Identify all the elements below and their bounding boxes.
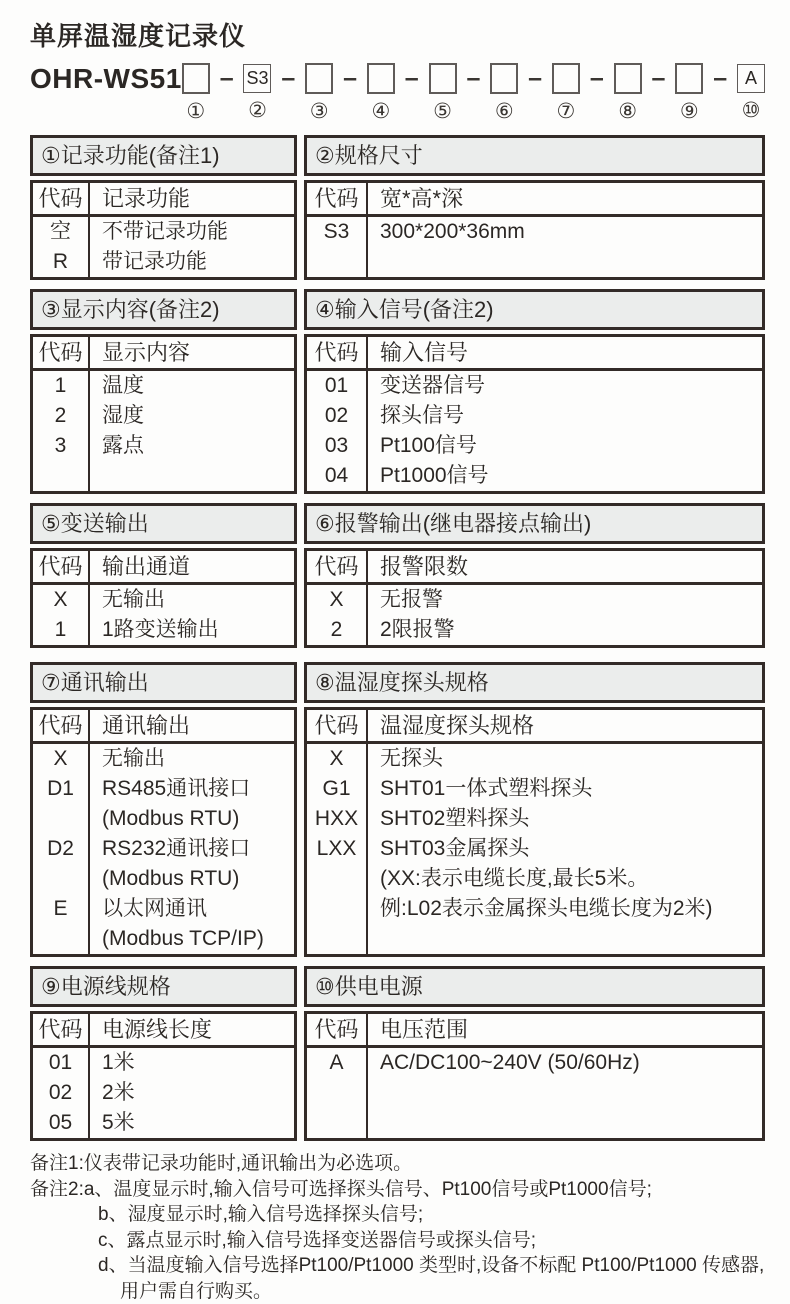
description-column-header: 电源线长度 [90, 1014, 294, 1048]
code-table [304, 180, 765, 280]
description-cell: (Modbus RTU) [90, 864, 294, 894]
model-slot-4 [367, 63, 395, 123]
footnotes [30, 1151, 765, 1304]
section-header: ⑨电源线规格 [30, 966, 297, 1007]
code-column-header: 代码 [307, 183, 366, 217]
description-cell: 无报警 [368, 585, 762, 615]
description-cell: 例:L02表示金属探头电缆长度为2米) [368, 894, 762, 924]
page-title: 单屏温湿度记录仪 [30, 16, 765, 53]
model-code-box-1 [182, 63, 210, 94]
subtable-display-content [30, 289, 297, 494]
description-column [368, 337, 762, 491]
note-line: 用户需自行购买。 [30, 1279, 765, 1304]
description-cell: 300*200*36mm [368, 217, 762, 247]
description-column-header: 报警限数 [368, 551, 762, 585]
model-slot-5 [429, 63, 457, 123]
description-column-header: 记录功能 [90, 183, 294, 217]
code-cell: 3 [33, 431, 88, 461]
description-cell: SHT03金属探头 [368, 834, 762, 864]
model-slot-2 [243, 63, 271, 122]
description-cell: SHT01一体式塑料探头 [368, 774, 762, 804]
dash-separator: – [333, 63, 367, 93]
code-cell: 02 [307, 401, 366, 431]
section-header: ⑩供电电源 [304, 966, 765, 1007]
code-cell: 2 [33, 401, 88, 431]
code-cell [307, 894, 366, 924]
dash-separator: – [703, 63, 737, 93]
code-cell: X [307, 585, 366, 615]
description-cell: 无探头 [368, 744, 762, 774]
description-cell: 探头信号 [368, 401, 762, 431]
model-slot-number-8: ⑧ [618, 101, 637, 123]
description-cell: (XX:表示电缆长度,最长5米。 [368, 864, 762, 894]
description-cell: Pt100信号 [368, 431, 762, 461]
code-table [304, 707, 765, 957]
description-column [368, 1014, 762, 1138]
description-cell: 以太网通讯 [90, 894, 294, 924]
table-group-5 [30, 966, 765, 1141]
subtable-record-function [30, 135, 297, 280]
code-table [30, 548, 297, 648]
description-column [368, 551, 762, 645]
section-header: ⑤变送输出 [30, 503, 297, 544]
model-slot-10 [737, 63, 765, 122]
code-column-header: 代码 [307, 710, 366, 744]
description-cell: 无输出 [90, 585, 294, 615]
description-column [90, 710, 294, 954]
table-group-2 [30, 289, 765, 494]
note-line: c、露点显示时,输入信号选择变送器信号或探头信号; [30, 1228, 765, 1254]
note-line: 备注1:仪表带记录功能时,通讯输出为必选项。 [30, 1151, 765, 1177]
code-column [307, 183, 368, 277]
model-code-box-2: S3 [243, 64, 271, 93]
table-group-1 [30, 135, 765, 280]
code-cell: 1 [33, 371, 88, 401]
model-slot-number-3: ③ [310, 101, 329, 123]
dash-separator: – [395, 63, 429, 93]
code-column [307, 551, 368, 645]
dash-separator: – [518, 63, 552, 93]
code-column [33, 337, 90, 491]
code-cell: 2 [307, 615, 366, 645]
code-column-header: 代码 [33, 551, 88, 585]
code-cell: 1 [33, 615, 88, 645]
code-column-header: 代码 [33, 710, 88, 744]
section-header: ①记录功能(备注1) [30, 135, 297, 176]
code-column [33, 1014, 90, 1138]
note-line: b、湿度显示时,输入信号选择探头信号; [30, 1202, 765, 1228]
model-slot-number-6: ⑥ [495, 101, 514, 123]
model-code-box-4 [367, 63, 395, 94]
code-cell [33, 864, 88, 894]
code-column-header: 代码 [33, 1014, 88, 1048]
table-group-3 [30, 503, 765, 648]
description-cell: RS232通讯接口 [90, 834, 294, 864]
description-cell: 露点 [90, 431, 294, 461]
description-cell: 2米 [90, 1078, 294, 1108]
code-cell: X [33, 585, 88, 615]
code-cell: X [33, 744, 88, 774]
description-cell: SHT02塑料探头 [368, 804, 762, 834]
code-cell: 04 [307, 461, 366, 491]
model-slot-3 [305, 63, 333, 123]
dash-separator: – [457, 63, 491, 93]
description-cell: Pt1000信号 [368, 461, 762, 491]
code-column-header: 代码 [307, 551, 366, 585]
section-header: ④输入信号(备注2) [304, 289, 765, 330]
dash-separator: – [271, 63, 305, 93]
subtable-dimensions [304, 135, 765, 280]
code-cell: HXX [307, 804, 366, 834]
note-line: 备注2:a、温度显示时,输入信号可选择探头信号、Pt100信号或Pt1000信号; [30, 1177, 765, 1203]
model-slot-7 [552, 63, 580, 123]
code-table [304, 548, 765, 648]
code-cell [33, 924, 88, 954]
description-column-header: 宽*高*深 [368, 183, 762, 217]
code-column-header: 代码 [33, 183, 88, 217]
subtable-communication-output [30, 662, 297, 957]
model-slot-number-1: ① [186, 101, 205, 123]
code-table [304, 1011, 765, 1141]
code-cell: 01 [307, 371, 366, 401]
model-slot-6 [490, 63, 518, 123]
subtable-input-signal [304, 289, 765, 494]
description-column [368, 183, 762, 277]
description-column [90, 551, 294, 645]
model-prefix: OHR-WS51 [30, 63, 182, 95]
code-column-header: 代码 [307, 1014, 366, 1048]
code-table [30, 707, 297, 957]
model-code-box-8 [614, 63, 642, 94]
code-cell: 01 [33, 1048, 88, 1078]
subtable-power-cord [30, 966, 297, 1141]
section-header: ③显示内容(备注2) [30, 289, 297, 330]
model-slot-number-10: ⑩ [742, 100, 761, 122]
subtable-transmit-output [30, 503, 297, 648]
code-table [30, 1011, 297, 1141]
code-cell: D1 [33, 774, 88, 804]
code-column [33, 183, 90, 277]
description-cell: 湿度 [90, 401, 294, 431]
model-slot-8 [614, 63, 642, 123]
description-cell: AC/DC100~240V (50/60Hz) [368, 1048, 762, 1078]
code-column [33, 551, 90, 645]
code-table [30, 334, 297, 494]
description-column-header: 温湿度探头规格 [368, 710, 762, 744]
code-cell: 05 [33, 1108, 88, 1138]
note-line: d、当温度输入信号选择Pt100/Pt1000 类型时,设备不标配 Pt100/Pt1000 传感器, [30, 1253, 765, 1279]
code-cell: LXX [307, 834, 366, 864]
dash-separator: – [210, 63, 244, 93]
description-cell: 1路变送输出 [90, 615, 294, 645]
code-column [307, 337, 368, 491]
dash-separator: – [642, 63, 676, 93]
description-cell: 1米 [90, 1048, 294, 1078]
model-code-box-6 [490, 63, 518, 94]
subtable-alarm-output [304, 503, 765, 648]
code-column [307, 710, 368, 954]
code-cell [307, 864, 366, 894]
code-cell: A [307, 1048, 366, 1078]
model-slot-1 [182, 63, 210, 123]
description-cell: (Modbus TCP/IP) [90, 924, 294, 954]
subtable-power-supply [304, 966, 765, 1141]
code-cell: 03 [307, 431, 366, 461]
code-cell: R [33, 247, 88, 277]
code-cell: X [307, 744, 366, 774]
table-group-4 [30, 662, 765, 957]
description-column-header: 显示内容 [90, 337, 294, 371]
description-column [90, 183, 294, 277]
model-code-box-7 [552, 63, 580, 94]
description-cell: 温度 [90, 371, 294, 401]
subtable-probe-spec [304, 662, 765, 957]
description-cell: (Modbus RTU) [90, 804, 294, 834]
description-cell: 变送器信号 [368, 371, 762, 401]
description-column [90, 1014, 294, 1138]
description-cell: RS485通讯接口 [90, 774, 294, 804]
code-column-header: 代码 [33, 337, 88, 371]
section-header: ⑦通讯输出 [30, 662, 297, 703]
ordering-code-tables [30, 135, 765, 1141]
description-cell: 带记录功能 [90, 247, 294, 277]
description-column-header: 电压范围 [368, 1014, 762, 1048]
description-cell: 5米 [90, 1108, 294, 1138]
code-column [33, 710, 90, 954]
description-column [368, 710, 762, 954]
description-cell: 2限报警 [368, 615, 762, 645]
model-slot-number-5: ⑤ [433, 101, 452, 123]
model-code-box-5 [429, 63, 457, 94]
model-code-box-3 [305, 63, 333, 94]
code-column-header: 代码 [307, 337, 366, 371]
description-cell: 无输出 [90, 744, 294, 774]
code-cell [33, 804, 88, 834]
code-cell: D2 [33, 834, 88, 864]
description-column-header: 通讯输出 [90, 710, 294, 744]
code-column [307, 1014, 368, 1138]
model-slot-number-4: ④ [371, 101, 390, 123]
description-cell: 不带记录功能 [90, 217, 294, 247]
code-cell: G1 [307, 774, 366, 804]
model-code-box-9 [675, 63, 703, 94]
section-header: ②规格尺寸 [304, 135, 765, 176]
model-slot-number-9: ⑨ [680, 101, 699, 123]
description-column-header: 输出通道 [90, 551, 294, 585]
dash-separator: – [580, 63, 614, 93]
code-cell: E [33, 894, 88, 924]
model-slot-number-2: ② [248, 100, 267, 122]
section-header: ⑥报警输出(继电器接点输出) [304, 503, 765, 544]
model-slot-number-7: ⑦ [557, 101, 576, 123]
code-cell: 空 [33, 217, 88, 247]
code-table [30, 180, 297, 280]
code-table [304, 334, 765, 494]
model-code-builder [30, 63, 765, 123]
description-column [90, 337, 294, 491]
code-cell: 02 [33, 1078, 88, 1108]
description-column-header: 输入信号 [368, 337, 762, 371]
code-cell: S3 [307, 217, 366, 247]
section-header: ⑧温湿度探头规格 [304, 662, 765, 703]
model-code-box-10: A [737, 64, 765, 93]
model-slot-9 [675, 63, 703, 123]
